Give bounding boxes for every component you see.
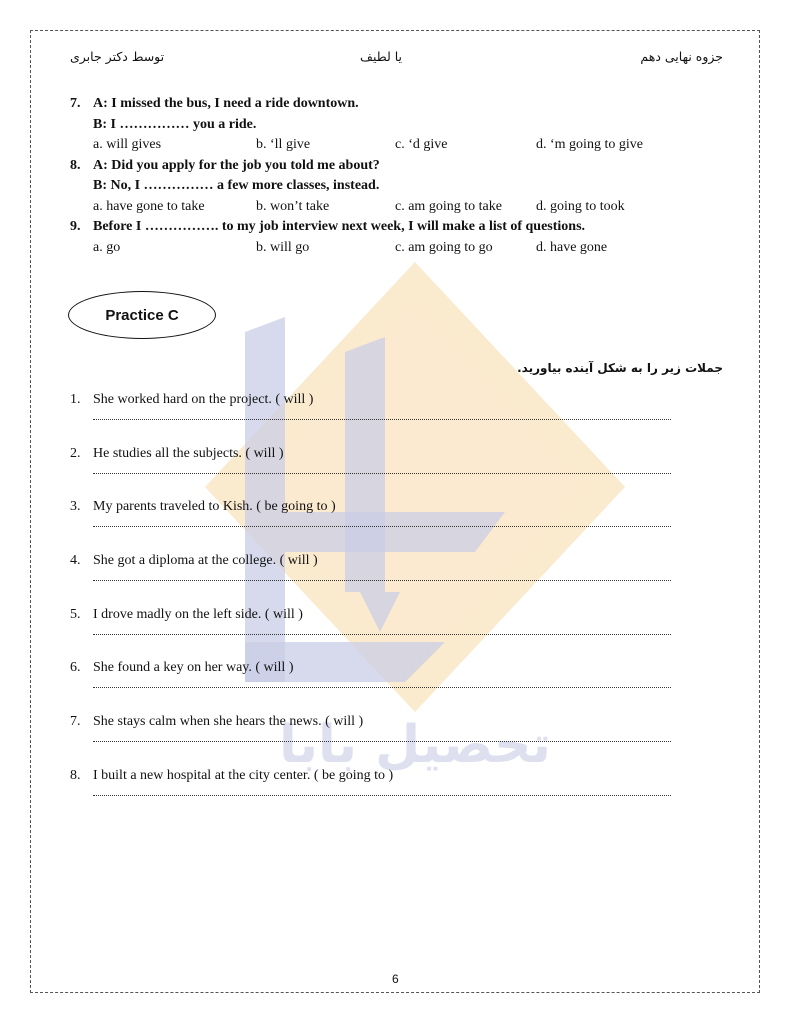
exercise-item — [70, 392, 690, 446]
option-a: a. have gone to take — [93, 198, 205, 214]
item-number: 4. — [70, 553, 81, 569]
answer-line[interactable] — [93, 419, 671, 420]
item-number: 8. — [70, 767, 81, 783]
item-text: She stays calm when she hears the news. ( will ) — [93, 714, 364, 730]
option-b: b. will go — [256, 239, 310, 255]
multiple-choice-section — [70, 94, 710, 258]
option-d: d. have gone — [536, 239, 608, 255]
option-a: a. go — [93, 239, 121, 255]
question-number: 9. — [70, 219, 81, 234]
exercise-item — [70, 660, 690, 714]
question-line: B: I …………… you a ride. — [93, 116, 257, 132]
instruction-text: جملات زیر را به شکل آینده بیاورید. — [517, 361, 723, 375]
item-number: 6. — [70, 660, 81, 676]
exercise-item — [70, 446, 690, 500]
answer-line[interactable] — [93, 473, 671, 474]
exercise-list — [70, 392, 690, 822]
item-text: She worked hard on the project. ( will ) — [93, 392, 314, 407]
item-number: 5. — [70, 606, 81, 622]
question-line: Before I ……………. to my job interview next week, I will make a list of questions. — [93, 219, 586, 234]
header-left: توسط دکتر جابری — [70, 49, 165, 64]
item-text: I drove madly on the left side. ( will ) — [93, 606, 303, 622]
option-c: c. ‘d give — [395, 137, 448, 152]
option-a: a. will gives — [93, 137, 162, 152]
item-text: I built a new hospital at the city center. ( be going to ) — [93, 767, 394, 783]
item-number: 3. — [70, 499, 81, 515]
option-c: c. am going to go — [395, 239, 493, 255]
answer-line[interactable] — [93, 580, 671, 581]
answer-line[interactable] — [93, 741, 671, 742]
answer-line[interactable] — [93, 634, 671, 635]
option-d: d. ‘m going to give — [536, 137, 643, 152]
question-line: A: Did you apply for the job you told me about? — [93, 157, 380, 173]
option-b: b. ‘ll give — [256, 137, 311, 152]
item-number: 1. — [70, 392, 81, 407]
exercise-item — [70, 607, 690, 661]
question-number: 7. — [70, 96, 81, 111]
option-b: b. won’t take — [256, 198, 330, 214]
option-d: d. going to took — [536, 198, 625, 214]
header-right: جزوه نهایی دهم — [640, 49, 723, 64]
answer-line[interactable] — [93, 687, 671, 688]
page-number: 6 — [392, 972, 399, 986]
item-number: 2. — [70, 445, 81, 461]
item-text: She found a key on her way. ( will ) — [93, 660, 294, 676]
answer-line[interactable] — [93, 795, 671, 796]
question-number: 8. — [70, 157, 81, 173]
practice-title: Practice C — [68, 291, 216, 339]
header-center: یا لطیف — [360, 49, 403, 64]
item-text: She got a diploma at the college. ( will ) — [93, 553, 318, 569]
watermark-text: تحصیل بابا — [278, 715, 552, 775]
exercise-item — [70, 499, 690, 553]
exercise-item — [70, 768, 690, 822]
exercise-item — [70, 714, 690, 768]
question-line: B: No, I …………… a few more classes, instead. — [93, 178, 380, 193]
item-text: He studies all the subjects. ( will ) — [93, 445, 284, 461]
question-line: A: I missed the bus, I need a ride downtown. — [93, 96, 359, 111]
answer-line[interactable] — [93, 526, 671, 527]
item-number: 7. — [70, 714, 81, 730]
item-text: My parents traveled to Kish. ( be going to ) — [93, 499, 336, 515]
option-c: c. am going to take — [395, 198, 502, 214]
exercise-item — [70, 553, 690, 607]
